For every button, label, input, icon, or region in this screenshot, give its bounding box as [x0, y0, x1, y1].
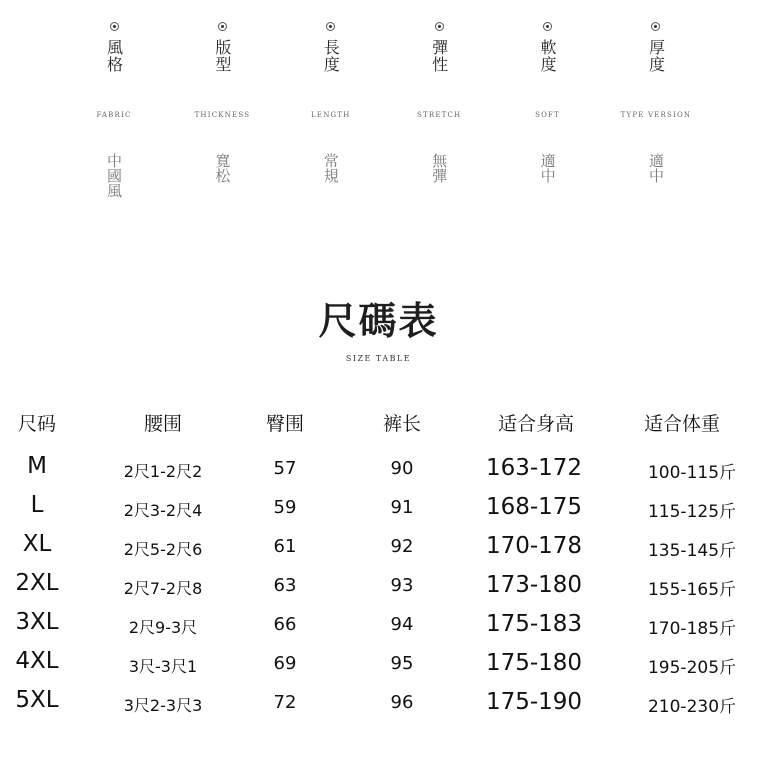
attribute-fit [168, 22, 276, 233]
circle-dot-icon [326, 22, 335, 31]
attribute-title: 彈性 [429, 39, 449, 73]
cell-pants-length: 91 [390, 497, 414, 518]
table-row [0, 486, 757, 525]
header-waist: 腰围 [143, 413, 183, 435]
attribute-title: 風格 [104, 39, 124, 73]
attribute-thickness [602, 22, 710, 233]
header-size: 尺码 [17, 413, 57, 435]
table-row [0, 525, 757, 564]
header-hip: 臀围 [265, 413, 305, 435]
cell-waist: 2尺9-3尺 [128, 618, 198, 637]
cell-hip: 61 [273, 536, 297, 557]
table-row [0, 681, 757, 720]
cell-size: 5XL [15, 687, 59, 713]
attribute-value: 寬松 [213, 153, 232, 183]
attribute-english: LENGTH [311, 111, 351, 119]
cell-height: 163-172 [485, 455, 583, 481]
cell-waist: 2尺5-2尺6 [123, 540, 203, 559]
cell-weight: 155-165斤 [647, 580, 737, 600]
cell-hip: 66 [273, 614, 297, 635]
table-row [0, 642, 757, 681]
cell-pants-length: 96 [390, 692, 414, 713]
cell-pants-length: 92 [390, 536, 414, 557]
header-weight: 适合体重 [643, 413, 721, 435]
cell-height: 175-183 [485, 611, 583, 637]
circle-dot-icon [435, 22, 444, 31]
cell-pants-length: 94 [390, 614, 414, 635]
attribute-value: 無彈 [430, 153, 449, 183]
cell-weight: 195-205斤 [647, 658, 737, 678]
attribute-style [60, 22, 168, 233]
cell-size: 3XL [15, 609, 59, 635]
cell-hip: 72 [273, 692, 297, 713]
cell-height: 173-180 [485, 572, 583, 598]
attribute-value: 適中 [646, 153, 665, 183]
cell-waist: 2尺3-2尺4 [123, 501, 203, 520]
cell-size: 2XL [15, 570, 59, 596]
attribute-softness [494, 22, 602, 233]
cell-height: 175-190 [485, 689, 583, 715]
attribute-stretch [385, 22, 493, 233]
cell-weight: 135-145斤 [647, 541, 737, 561]
attribute-value: 適中 [538, 153, 557, 183]
circle-dot-icon [218, 22, 227, 31]
size-table-subtitle: SIZE TABLE [345, 354, 412, 363]
attribute-title: 厚度 [646, 39, 666, 73]
attribute-english: STRETCH [416, 111, 462, 119]
cell-waist: 3尺-3尺1 [128, 657, 198, 676]
attribute-value: 常規 [321, 153, 340, 183]
cell-waist: 3尺2-3尺3 [123, 696, 203, 715]
cell-height: 170-178 [485, 533, 583, 559]
table-row [0, 564, 757, 603]
cell-hip: 63 [273, 575, 297, 596]
cell-weight: 100-115斤 [647, 463, 737, 483]
size-table-title: 尺碼表 [318, 298, 439, 343]
attribute-english: FABRIC [96, 111, 132, 119]
cell-waist: 2尺7-2尺8 [123, 579, 203, 598]
attribute-length [277, 22, 385, 233]
cell-hip: 59 [273, 497, 297, 518]
attribute-english: TYPE VERSION [620, 111, 692, 119]
cell-pants-length: 95 [390, 653, 414, 674]
attribute-english: SOFT [535, 111, 560, 119]
attribute-title: 長度 [321, 39, 341, 73]
cell-weight: 115-125斤 [647, 502, 737, 522]
table-row [0, 603, 757, 642]
attribute-english: THICKNESS [194, 111, 251, 119]
cell-weight: 170-185斤 [647, 619, 737, 639]
cell-weight: 210-230斤 [647, 697, 737, 717]
cell-waist: 2尺1-2尺2 [123, 462, 203, 481]
cell-size: L [30, 492, 44, 518]
cell-size: XL [22, 531, 52, 557]
circle-dot-icon [110, 22, 119, 31]
size-table [0, 405, 757, 720]
product-attributes [60, 22, 710, 233]
cell-pants-length: 93 [390, 575, 414, 596]
table-header-row [0, 405, 757, 447]
header-height: 适合身高 [497, 413, 575, 435]
cell-size: M [27, 453, 47, 479]
cell-hip: 57 [273, 458, 297, 479]
cell-height: 168-175 [485, 494, 583, 520]
circle-dot-icon [543, 22, 552, 31]
cell-pants-length: 90 [390, 458, 414, 479]
cell-size: 4XL [15, 648, 59, 674]
attribute-title: 軟度 [538, 39, 558, 73]
attribute-title: 版型 [212, 39, 232, 73]
circle-dot-icon [651, 22, 660, 31]
table-row [0, 447, 757, 486]
cell-hip: 69 [273, 653, 297, 674]
header-pants-length: 裤长 [382, 413, 422, 435]
attribute-value: 中國風 [105, 153, 123, 198]
cell-height: 175-180 [485, 650, 583, 676]
